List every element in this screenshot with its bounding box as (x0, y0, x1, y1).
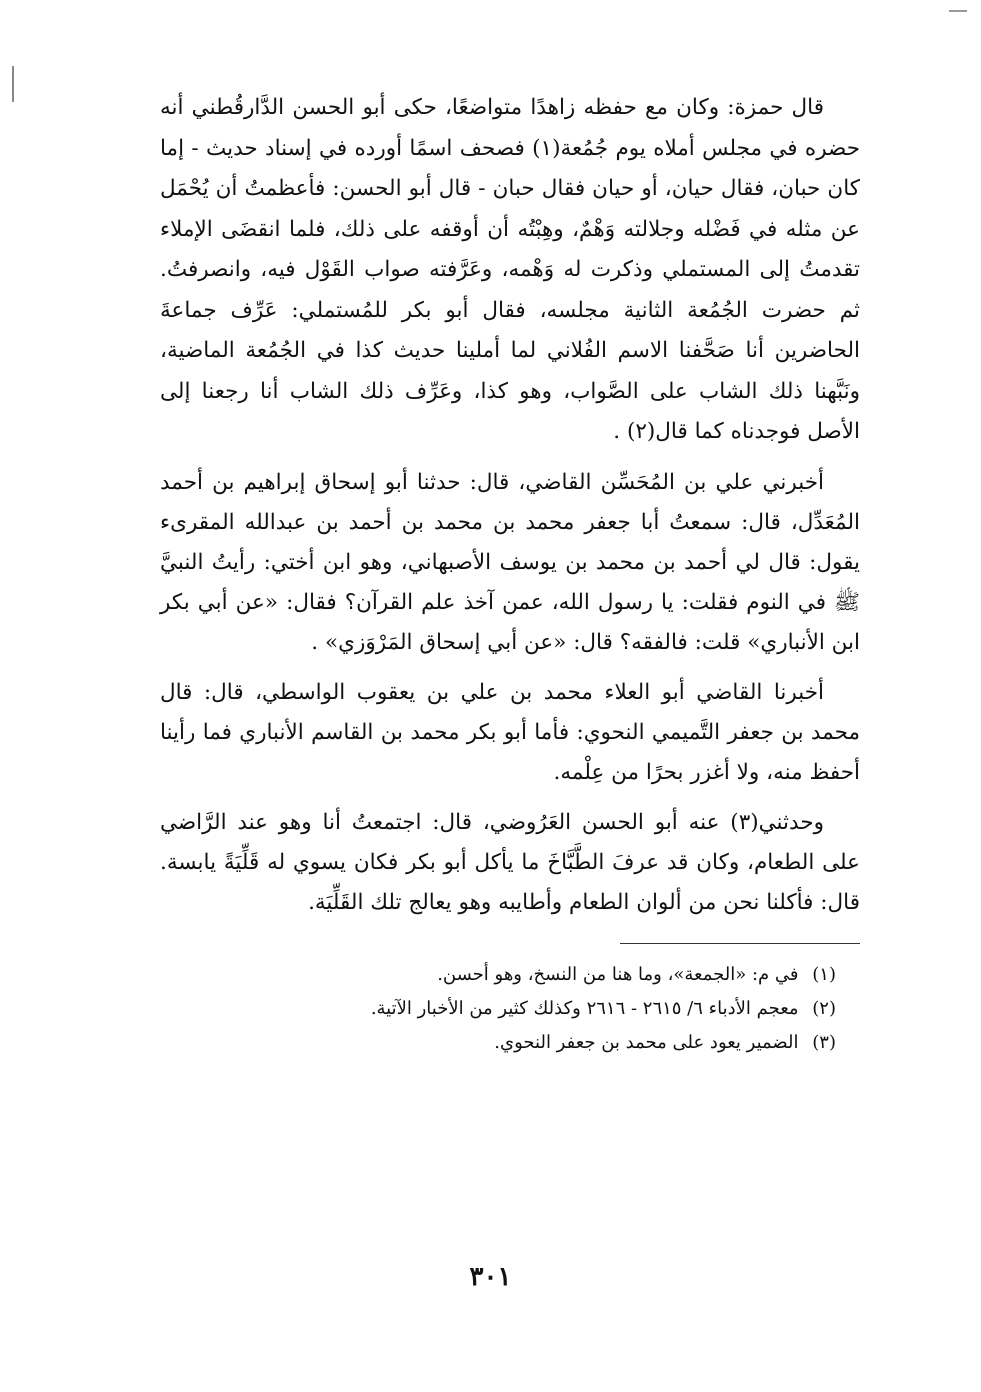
page-body (160, 88, 860, 1060)
paragraph-1: قال حمزة: وكان مع حفظه زاهدًا متواضعًا، حكى أبو الحسن الدَّارقُطني أنه حضره في مجلس أملاه يوم جُمُعة(١) فصحف اسمًا أورده في إسناد حديث - إما كان حبان، فقال حيان، أو حيان فقال حبان - قال أبو الحسن: فأعظمتُ أن يُحْمَل عن مثله في فَضْله وجلالته وَهْمٌ، وهِبْتُه أن أوقفه على ذلك، فلما انقضَى الإملاء تقدمتُ إلى المستملي وذكرت له وَهْمه، وعَرَّفته صواب القَوْل فيه، وانصرفتُ. ثم حضرت الجُمُعة الثانية مجلسه، فقال أبو بكر للمُستملي: عَرِّف جماعةَ الحاضرين أنا صَحَّفنا الاسم الفُلاني لما أملينا حديث كذا في الجُمُعة الماضية، ونَبَّهنا ذلك الشاب على الصَّواب، وهو كذا، وعَرِّف ذلك الشاب أنا رجعنا إلى الأصل فوجدناه كما قال(٢) . (160, 95, 860, 444)
footnotes (160, 958, 860, 1060)
scan-edge-mark-top (949, 10, 967, 12)
footnote-text: في م: «الجمعة»، وما هنا من النسخ، وهو أحسن. (437, 963, 799, 985)
paragraph-3: أخبرنا القاضي أبو العلاء محمد بن علي بن يعقوب الواسطي، قال: قال محمد بن جعفر التَّميمي النحوي: فأما أبو بكر محمد بن القاسم الأنباري فما رأينا أحفظ منه، ولا أغزر بحرًا من عِلْمه. (160, 679, 860, 785)
footnote-2 (160, 992, 860, 1026)
paragraph-2: أخبرني علي بن المُحَسِّن القاضي، قال: حدثنا أبو إسحاق إبراهيم بن أحمد المُعَدِّل، قال: سمعتُ أبا جعفر محمد بن محمد بن أحمد بن عبدالله المقرىء يقول: قال لي أحمد بن محمد بن يوسف الأصبهاني، وهو ابن أختي: رأيتُ النبيَّ ﷺ في النوم فقلت: يا رسول الله، عمن آخذ علم القرآن؟ فقال: «عن أبي بكر ابن الأنباري» قلت: فالفقه؟ قال: «عن أبي إسحاق المَرْوَزي» . (160, 469, 860, 655)
page-number: ٣٠١ (469, 1262, 512, 1292)
footnote-3 (160, 1026, 860, 1060)
footnote-text: معجم الأدباء ٦/ ٢٦١٥ - ٢٦١٦ وكذلك كثير من الأخبار الآتية. (370, 997, 799, 1019)
scan-edge-mark (12, 66, 14, 102)
footnote-text: الضمير يعود على محمد بن جعفر النحوي. (494, 1031, 799, 1053)
footnote-1 (160, 958, 860, 992)
footnote-number: (١) (812, 963, 836, 985)
footnote-separator-wrap (160, 943, 860, 944)
footnote-separator (620, 943, 860, 944)
footnote-number: (٣) (812, 1031, 836, 1053)
footnote-number: (٢) (812, 997, 836, 1019)
paragraph-4: وحدثني(٣) عنه أبو الحسن العَرُوضي، قال: اجتمعتُ أنا وهو عند الرَّاضي على الطعام، وكان قد عرفَ الطَّبَّاخَ ما يأكل أبو بكر فكان يسوي له قَلِّيَةً يابسة. قال: فأكلنا نحن من ألوان الطعام وأطايبه وهو يعالج تلك القَلِّيَة. (160, 809, 860, 915)
